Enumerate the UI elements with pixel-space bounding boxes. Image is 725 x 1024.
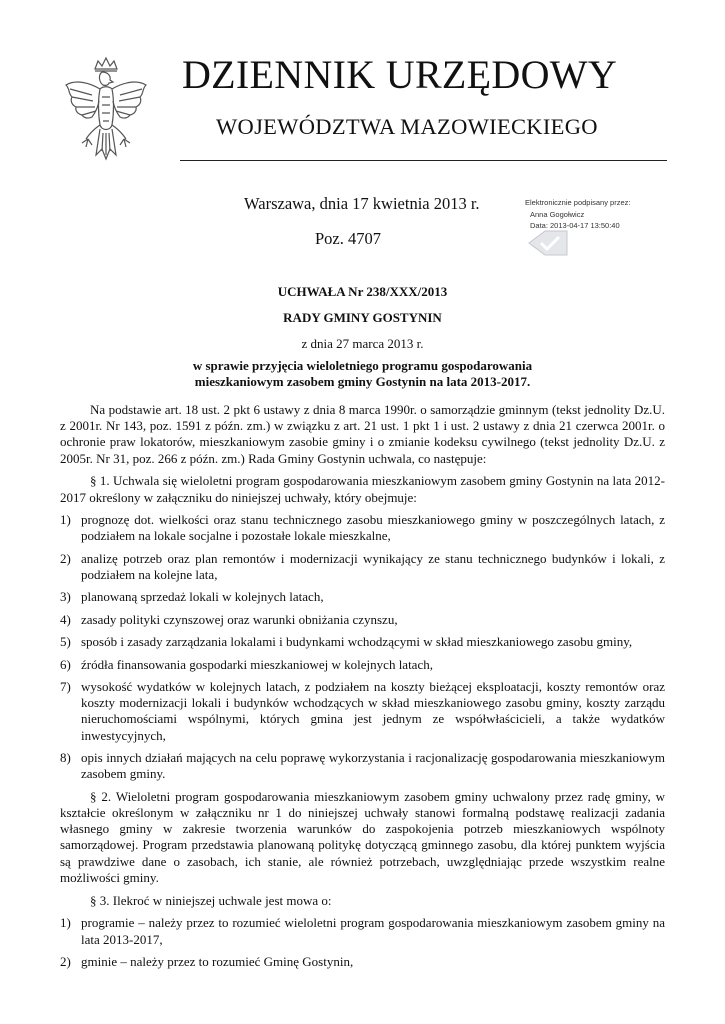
paragraph-3: § 3. Ilekroć w niniejszej uchwale jest mowa o: [90,892,332,908]
resolution-number: UCHWAŁA Nr 238/XXX/2013 [277,284,448,299]
publication-date: Warszawa, dnia 17 kwietnia 2013 r. [244,194,480,213]
list-item: 8) opis innych działań mających na celu poprawę wykorzystania i racjonalizację gospodarowania mieszkaniowym zasobem gminy. [60,749,665,782]
list-item: 1) programie – należy przez to rozumieć wieloletni program gospodarowania mieszkaniowym zasobem gminy na lata 2013-2017, [60,915,665,947]
electronic-signature [525,197,685,232]
signature-line-1: Elektronicznie podpisany przez: [525,198,631,207]
list-item: 5) sposób i zasady zarządzania lokalami i budynkami wchodzącymi w skład mieszkaniowego zasobu gminy, [60,634,633,650]
list-item: 4) zasady polityki czynszowej oraz warunki obniżania czynszu, [60,611,398,627]
list-item: 7) wysokość wydatków w kolejnych latach, z podziałem na koszty bieżącej eksploatacji, koszty remontów oraz koszty modernizacji lokali i budynków wchodzących w skład mieszkaniowego zasobu gminy, koszty zarządu nieruchomościami wspólnymi, których gmina jest jednym ze współwłaścicieli, a także wydatków inwestycyjnych, [60,678,665,743]
paragraph-3-list [60,915,665,970]
journal-subtitle: WOJEWÓDZTWA MAZOWIECKIEGO [216,114,598,139]
journal-title: DZIENNIK URZĘDOWY [182,52,618,97]
paragraph-1: § 1. Uchwala się wieloletni program gospodarowania mieszkaniowym zasobem gminy Gostynin na lata 2012-2017 określony w załączniku do niniejszej uchwały, który obejmuje: [60,473,665,505]
resolution-date: z dnia 27 marca 2013 r. [301,336,424,351]
preamble: Na podstawie art. 18 ust. 2 pkt 6 ustawy z dnia 8 marca 1990r. o samorządzie gminnym (tekst jednolity Dz.U. z 2001r. Nr 143, poz. 1591 z późn. zm.) w związku z art. 21 ust. 1 pkt 1 i ust. 2 ustawy z dnia 21 czerwca 2001r. o ochronie praw lokatorów, mieszkaniowym zasobie gminy i o zmianie kodeksu cywilnego (tekst jednolity Dz.U. z 2005r. Nr 31, poz. 266 z późn. zm.) Rada Gminy Gostynin uchwala, co następuje: [60,402,665,466]
list-item: 1) prognozę dot. wielkości oraz stanu technicznego zasobu mieszkaniowego gminy w poszczególnych latach, z podziałem na lokale socjalne i pozostałe lokale mieszkalne, [60,512,665,544]
resolution-body [60,402,665,977]
list-item: 6) źródła finansowania gospodarki mieszkaniowej w kolejnych latach, [60,656,433,672]
paragraph-1-list [60,512,665,782]
list-item: 3) planowaną sprzedaż lokali w kolejnych latach, [60,589,324,605]
header-divider [180,160,667,161]
signature-check-icon [527,229,569,257]
signature-date: Data: 2013-04-17 13:50:40 [530,221,620,230]
paragraph-2: § 2. Wieloletni program gospodarowania mieszkaniowym zasobem gminy uchwalony przez radę gminy, w kształcie określonym w załączniku nr 1 do niniejszej uchwały stanowi formalną podstawę realizacji zadania własnego gminy w zakresie tworzenia warunków do zaspokojenia potrzeb mieszkaniowych wspólnoty samorządowej. Program przedstawia planowaną politykę dotyczącą gminnego zasobu, dla której punktem wyjścia są prawdziwe dane o zasobach, ich stanie, ale również potrzebach, uwzględniając przede wszystkim realne możliwości gminy. [60,788,665,885]
signature-signer: Anna Gogołwicz [530,209,585,219]
subject-line-1: w sprawie przyjęcia wieloletniego programu gospodarowania [192,358,533,373]
subject-line-2: mieszkaniowym zasobem gminy Gostynin na lata 2013-2017. [194,374,531,389]
position-number: Poz. 4707 [315,229,381,248]
council-name: RADY GMINY GOSTYNIN [283,310,442,325]
list-item: 2) analizę potrzeb oraz plan remontów i modernizacji wynikający ze stanu technicznego budynków i lokali, z podziałem na kolejne lata, [60,550,665,583]
list-item: 2) gminie – należy przez to rozumieć Gminę Gostynin, [60,953,354,969]
white-eagle-emblem-icon [62,55,150,167]
